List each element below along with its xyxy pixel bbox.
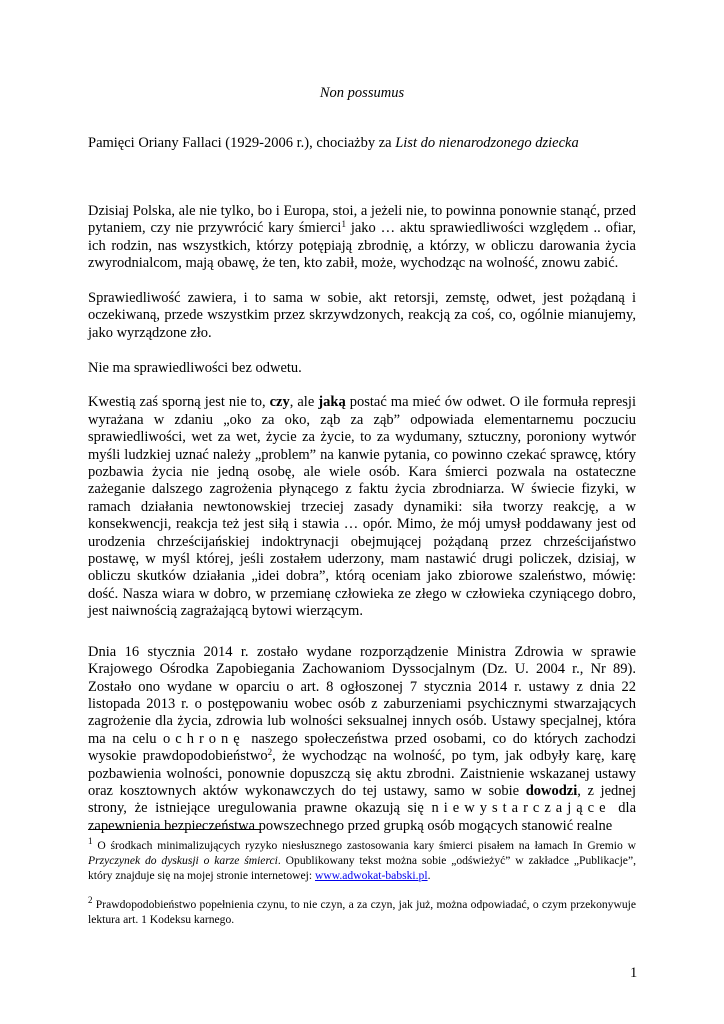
dedication-line [88,135,648,152]
footnote-separator [88,829,260,830]
footnote-text: O środkach minimalizujących ryzyko niesłusznego zastosowania kary śmierci pisałem na łamach In Gremio w [92,839,636,852]
paragraph-3: Nie ma sprawiedliwości bez odwetu. [88,359,302,376]
footnote-number: 2 [88,894,93,905]
document-body [88,203,636,853]
document-title: Non possumus [319,85,405,101]
spaced-word: niewystarczające [431,800,611,817]
paragraph-1 [88,203,636,273]
footnote-text: . [427,869,431,883]
page-number: 1 [630,965,638,981]
paragraph-2: Sprawiedliwość zawiera, i to sama w sobie, akt retorsji, zemstę, odwet, jest pożądaną i oczekiwaną, przede wszystkim przez skrzywdzonych, reakcją za coś, co, ogólnie mianujemy, jako wyrządzone zło. [88,290,636,341]
footnote-ref-1[interactable]: 1 [341,219,346,230]
bold-word: jaką [318,394,346,411]
dedication-work-title: List do nienarodzonego dziecka [395,135,579,151]
footnote-2 [88,894,636,927]
paragraph-text: , że wychodząc na wolność, po tym, jak odbyły karę, karę pozbawienia wolności, ponownie dopuszczą się aktu zbrodni. Zaistnienie wskazanej ustawy oraz kosztownych aktów wykonawczych do tej ustawy, samo w sobie [88,748,636,799]
footnote-number: 1 [88,836,93,846]
paragraph-text: Dnia 16 stycznia 2014 r. zostało wydane rozporządzenie Ministra Zdrowia w sprawie Krajowego Ośrodka Zapobiegania Zachowaniom Dyssocjalnym (Dz. U. 2004 r., Nr 89). Zostało ono wydane w oparciu o art. 8 ogłoszonej 7 stycznia 2014 r. ustawy z dnia 22 listopada 2013 r. o postępowaniu wobec osób z zaburzeniami psychicznymi stwarzających zagrożenie dla życia, zdrowia lub wolności seksualnej innych osób. Ustawy specjalnej, która ma na celu [88,643,636,747]
footnote-italic-title: Przyczynek do dyskusji o karze śmierci [88,854,278,868]
spaced-word: ochronę [163,730,245,747]
bold-word: czy [269,394,290,411]
paragraph-text: Dzisiaj Polska, ale nie tylko, bo i Europa, stoi, a jeżeli nie, to powinna ponownie stanąć, przed pytaniem, czy nie przywrócić kary śmierci [88,203,636,237]
website-link[interactable]: www.adwokat-babski.pl [314,869,428,883]
paragraph-4 [88,394,636,620]
paragraph-text: jako … aktu sprawiedliwości względem .. ofiar, ich rodzin, nas wszystkich, którzy potępiają zbrodnię, a którzy, w obliczu darowania życia zwyrodnialcom, mają obawę, że ten, kto zabił, może, wychodząc na wolność, znowu zabić. [88,220,636,272]
paragraph-text: naszego społeczeństwa przed osobami, co do których zachodzi wysokie prawdopodobieństwo [88,730,636,765]
footnote-ref-2[interactable]: 2 [267,747,273,758]
footnote-1 [88,838,636,884]
dedication-text: Pamięci Oriany Fallaci (1929-2006 r.), chociażby za [88,135,396,151]
footnotes [88,838,636,940]
bold-word: dowodzi [525,782,578,799]
paragraph-5 [88,644,636,835]
footnote-text: Prawdopodobieństwo popełnienia czynu, to nie czyn, a za czyn, jak już, można odpowiadać, o czym przekonywuje lektura art. 1 Kodeksu karnego. [88,897,636,926]
paragraph-text: postać ma mieć ów odwet. O ile formuła represji wyrażana w zdaniu „oko za oko, ząb za ząb” odpowiada elementarnemu poczuciu sprawiedliwości, wet za wet, życie za życie, to za wydumany, sztuczny, poroniony wytwór myśli ludzkiej uznać należy „problem” na kanwie pytania, co powinno czekać sprawcę, który pozbawia życia nie jedną osobę, ale wiele osób. Kara śmierci pozwala na ostateczne zażeganie dalszego zagrożenia płynącego z faktu życia zbrodniarza. W świecie fizyki, w ramach działania newtonowskiej trzeciej zasady dynamiki: siła tworzy reakcję, a w konsekwencji, reakcja też jest siłą i stawia … opór. Mimo, że mój umysł poddawany jest od urodzenia chrześcijańskiej indoktrynacji obejmującej pożądaną przez chrześcijaństwo postawę, w myśl której, jeśli zostałem uderzony, mam nastawić drugi policzek, dzisiaj, w obliczu skutków działania „idei dobra”, którą oceniam jako zbiorowe szaleństwo, mówię: dość. Nasza wiara w dobro, w przemianę człowieka ze złego w człowieka czyniącego dobro, jest naiwnością zagrażającą bytowi wierzącym. [88,394,636,620]
paragraph-text: , ale [289,394,319,411]
paragraph-text: dla zapewnienia bezpieczeństwa powszechnego przed grupką osób mogących stanowić realne [88,800,637,834]
paragraph-text: , z jednej strony, że istniejące uregulowania prawne okazują się [88,782,636,817]
footnote-text: . Opublikowany tekst można sobie „odświeżyć” w zakładce „Publikacje”, który znajduje się na mojej stronie internetowej: [88,854,636,883]
paragraph-text: Kwestią zaś sporną jest nie to, [88,394,270,411]
